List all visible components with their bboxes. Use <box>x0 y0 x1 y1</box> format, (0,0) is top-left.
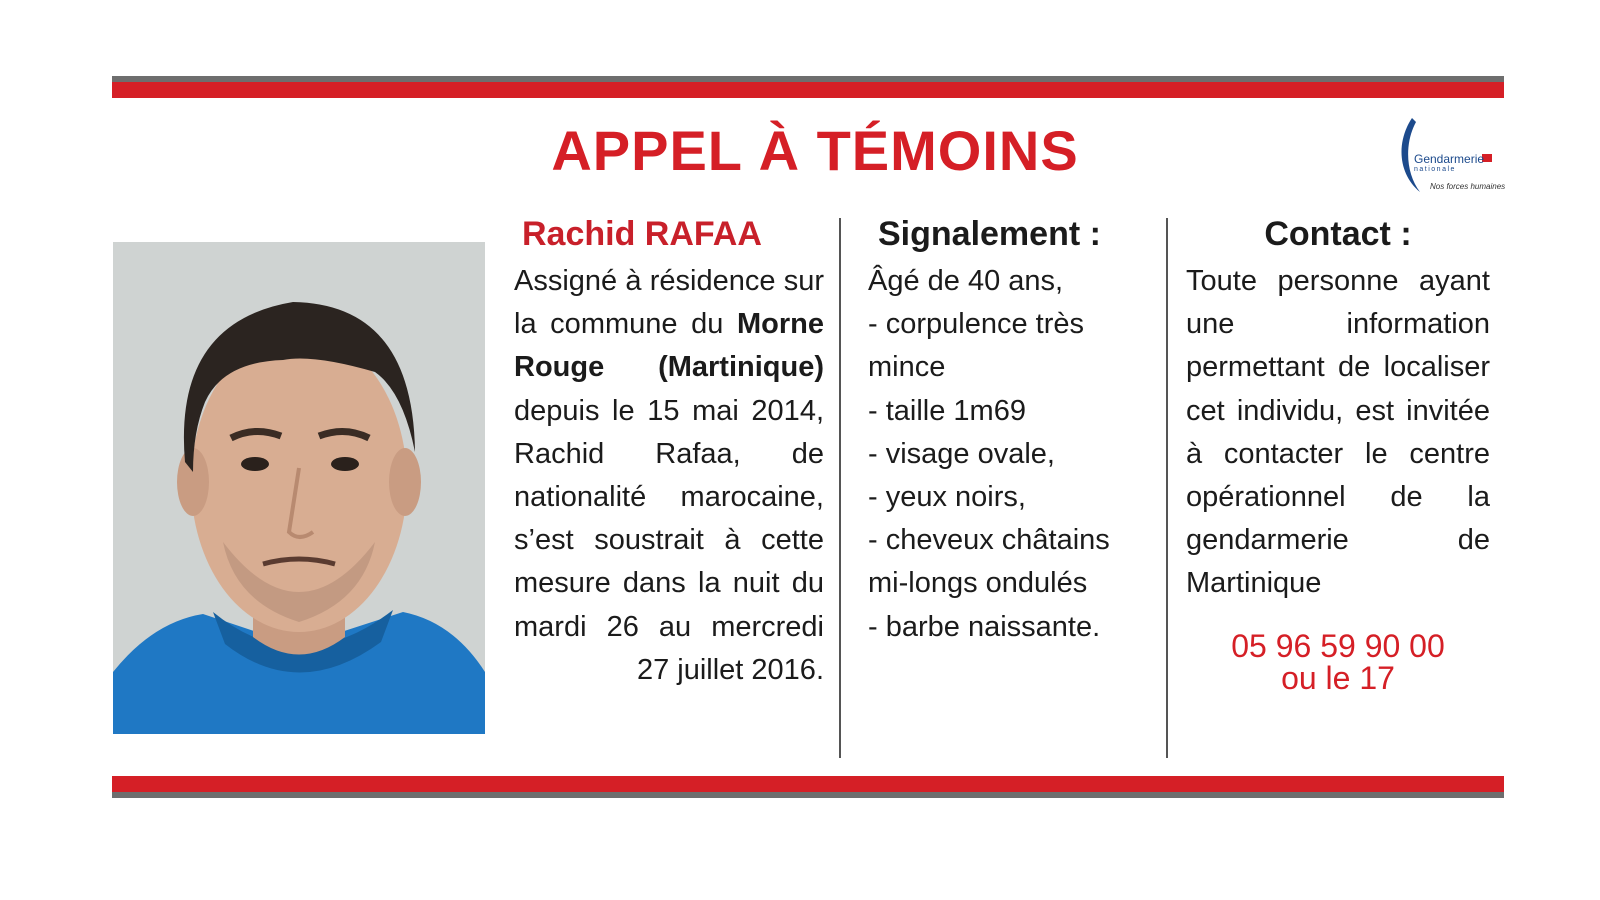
bottom-banner-stripe <box>112 776 1504 798</box>
signalement-line: - taille 1m69 <box>868 394 1026 427</box>
signalement-line: - barbe naissante. <box>868 610 1101 643</box>
contact-phone <box>1186 627 1490 696</box>
suspect-portrait <box>113 242 485 734</box>
person-column <box>514 214 824 692</box>
page-title: APPEL À TÉMOINS <box>551 119 1079 182</box>
contact-heading: Contact : <box>1264 215 1412 253</box>
column-divider <box>839 218 841 758</box>
phone-number: 05 96 59 90 00 <box>1231 627 1445 664</box>
person-description-part-1: Assigné à résidence sur la commune du <box>514 265 824 341</box>
signalement-line: - visage ovale, <box>868 437 1055 470</box>
signalement-line: - corpulence très <box>868 308 1084 341</box>
signalement-line: - yeux noirs, <box>868 481 1026 514</box>
contact-text: Toute personne ayant une information permettant de localiser cet individu, est invitée à contacter le centre opérationnel de la gendarmerie de Martinique <box>1186 265 1490 600</box>
logo-motto: Nos forces humaines <box>1430 182 1506 191</box>
logo-name: Gendarmerie <box>1414 152 1485 166</box>
signalement-line: Âgé de 40 ans, <box>868 265 1064 297</box>
top-red-stripe <box>112 82 1504 98</box>
top-banner-stripe <box>112 76 1504 98</box>
person-location: Morne Rouge (Martinique) <box>514 308 824 384</box>
signalement-line: mince <box>868 351 946 384</box>
signalement-column <box>868 214 1153 649</box>
bottom-grey-stripe <box>112 792 1504 798</box>
bottom-red-stripe <box>112 776 1504 792</box>
contact-column <box>1186 214 1490 694</box>
gendarmerie-logo <box>1390 112 1506 202</box>
person-name: Rachid RAFAA <box>522 215 762 253</box>
logo-subtitle: nationale <box>1414 166 1456 173</box>
suspect-photo <box>113 242 485 734</box>
phone-alternative: ou le 17 <box>1281 659 1395 696</box>
signalement-heading: Signalement : <box>878 215 1101 253</box>
signalement-line: mi-longs ondulés <box>868 567 1088 600</box>
signalement-line: - cheveux châtains <box>868 524 1110 557</box>
person-description-part-2: depuis le 15 mai 2014, Rachid Rafaa, de nationalité marocaine, s’est soustrait à cette mesure dans la nuit du mardi 26 au mercredi 27 juillet 2016. <box>514 394 824 686</box>
person-description <box>514 260 824 692</box>
column-divider <box>1166 218 1168 758</box>
